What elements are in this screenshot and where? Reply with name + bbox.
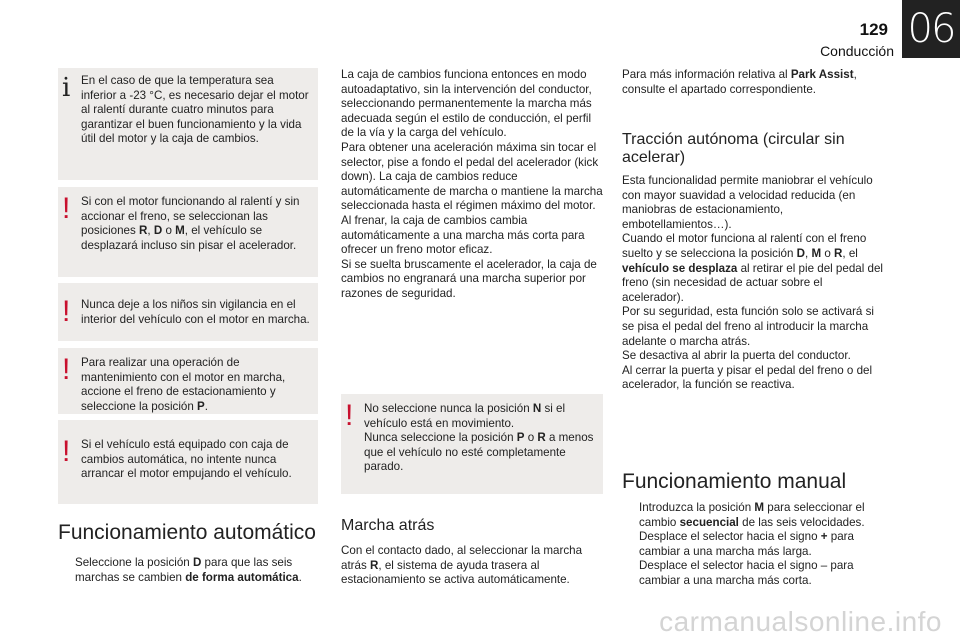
warning-text-2: Nunca deje a los niños sin vigilancia en el interior del vehículo con el motor en marcha. — [81, 298, 310, 326]
manual-bullets — [622, 501, 872, 589]
list-item: Introduzca la posición M para seleccionar el cambio secuencial de las seis velocidades. — [639, 501, 865, 529]
warning-text-neutral: No seleccione nunca la posición N si el vehículo está en movimiento. — [364, 402, 566, 430]
section-name: Conducción — [820, 43, 894, 59]
watermark: carmanualsonline.info — [659, 606, 942, 637]
warning-text-4: Si el vehículo está equipado con caja de cambios automática, no intente nunca arrancar el motor empujando el vehículo. — [81, 438, 292, 481]
warning-icon: ! — [62, 295, 71, 328]
warning-icon: ! — [62, 192, 71, 225]
paragraph: Por su seguridad, esta función solo se activará si se pisa el pedal del freno al introducir la marcha adelante o marcha atrás. — [622, 305, 874, 348]
info-icon: i — [62, 73, 71, 103]
warning-text-1: Si con el motor funcionando al ralentí y sin accionar el freno, se seleccionan las posiciones R, D o M, el vehículo se desplazará incluso sin pisar el acelerador. — [81, 195, 300, 252]
column-1 — [58, 68, 318, 584]
heading-manual: Funcionamiento manual — [622, 470, 847, 493]
paragraph: Se desactiva al abrir la puerta del conductor. — [622, 349, 851, 363]
warning-box-3 — [58, 348, 318, 414]
list-item: Desplace el selector hacia el signo – para cambiar a una marcha más corta. — [639, 559, 854, 587]
warning-icon: ! — [62, 353, 71, 386]
automatic-paragraphs — [341, 68, 603, 302]
creep-paragraphs — [622, 174, 884, 393]
page-number: 129 — [859, 20, 888, 39]
warning-icon: ! — [345, 399, 354, 432]
warning-box-2 — [58, 283, 318, 341]
warning-icon: ! — [62, 435, 71, 468]
heading-automatic: Funcionamiento automático — [58, 521, 316, 544]
park-assist-paragraph: Para más información relativa al Park Assist, consulte el apartado correspondiente. — [622, 68, 857, 96]
paragraph: Al cerrar la puerta y pisar el pedal del freno o del acelerador, la función se reactiva. — [622, 363, 873, 392]
paragraph: Esta funcionalidad permite maniobrar el vehículo con mayor suavidad a velocidad reducida (en maniobras de estacionamiento, embotellamientos…). — [622, 174, 873, 231]
warning-text-park: Nunca seleccione la posición P o R a menos que el vehículo no esté completamente parado. — [364, 431, 594, 474]
info-note-box — [58, 68, 318, 180]
paragraph: La caja de cambios funciona entonces en modo autoadaptativo, sin la intervención del conductor, seleccionando permanentemente la marcha más adecuada según el estilo de conducción, el perfil de la vía y la carga del vehículo. — [341, 68, 592, 140]
heading-reverse: Marcha atrás — [341, 517, 435, 534]
warning-box-neutral — [341, 394, 603, 494]
heading-creep: Tracción autónoma (circular sin acelerar) — [622, 131, 845, 166]
warning-text-3: Para realizar una operación de mantenimiento con el motor en marcha, accione el freno de estacionamiento y seleccione la posición P. — [81, 356, 286, 413]
info-note-text: En el caso de que la temperatura sea inferior a -23 °C, es necesario dejar el motor al ralentí durante cuatro minutos para garantizar el buen funcionamiento y la vida útil del motor y la caja de cambios. — [81, 74, 309, 146]
paragraph: Cuando el motor funciona al ralentí con el freno suelto y se selecciona la posición D, M o R, el vehículo se desplaza al retirar el pie del pedal del freno (sin necesidad de actuar sobre el acelerador). — [622, 232, 883, 304]
paragraph: Para obtener una aceleración máxima sin tocar el selector, pise a fondo el pedal del acelerador (kick down). La caja de cambios reduce automáticamente de marcha o mantiene la marcha seleccionada hasta el régimen máximo del motor. — [341, 140, 603, 213]
chapter-tab: 06 — [902, 0, 960, 58]
reverse-paragraph: Con el contacto dado, al seleccionar la marcha atrás R, el sistema de ayuda trasera al estacionamiento se activa automáticamente. — [341, 544, 583, 587]
paragraph: Si se suelta bruscamente el acelerador, la caja de cambios no engranará una marcha superior por razones de seguridad. — [341, 257, 597, 300]
list-item: Desplace el selector hacia el signo + para cambiar a una marcha más larga. — [639, 530, 854, 558]
warning-box-4 — [58, 420, 318, 504]
paragraph: Al frenar, la caja de cambios cambia automáticamente a una marcha más corta para ofrecer un freno motor eficaz. — [341, 213, 585, 257]
bullet-automatic: Seleccione la posición D para que las seis marchas se cambien de forma automática. — [75, 556, 302, 584]
warning-box-1 — [58, 187, 318, 277]
